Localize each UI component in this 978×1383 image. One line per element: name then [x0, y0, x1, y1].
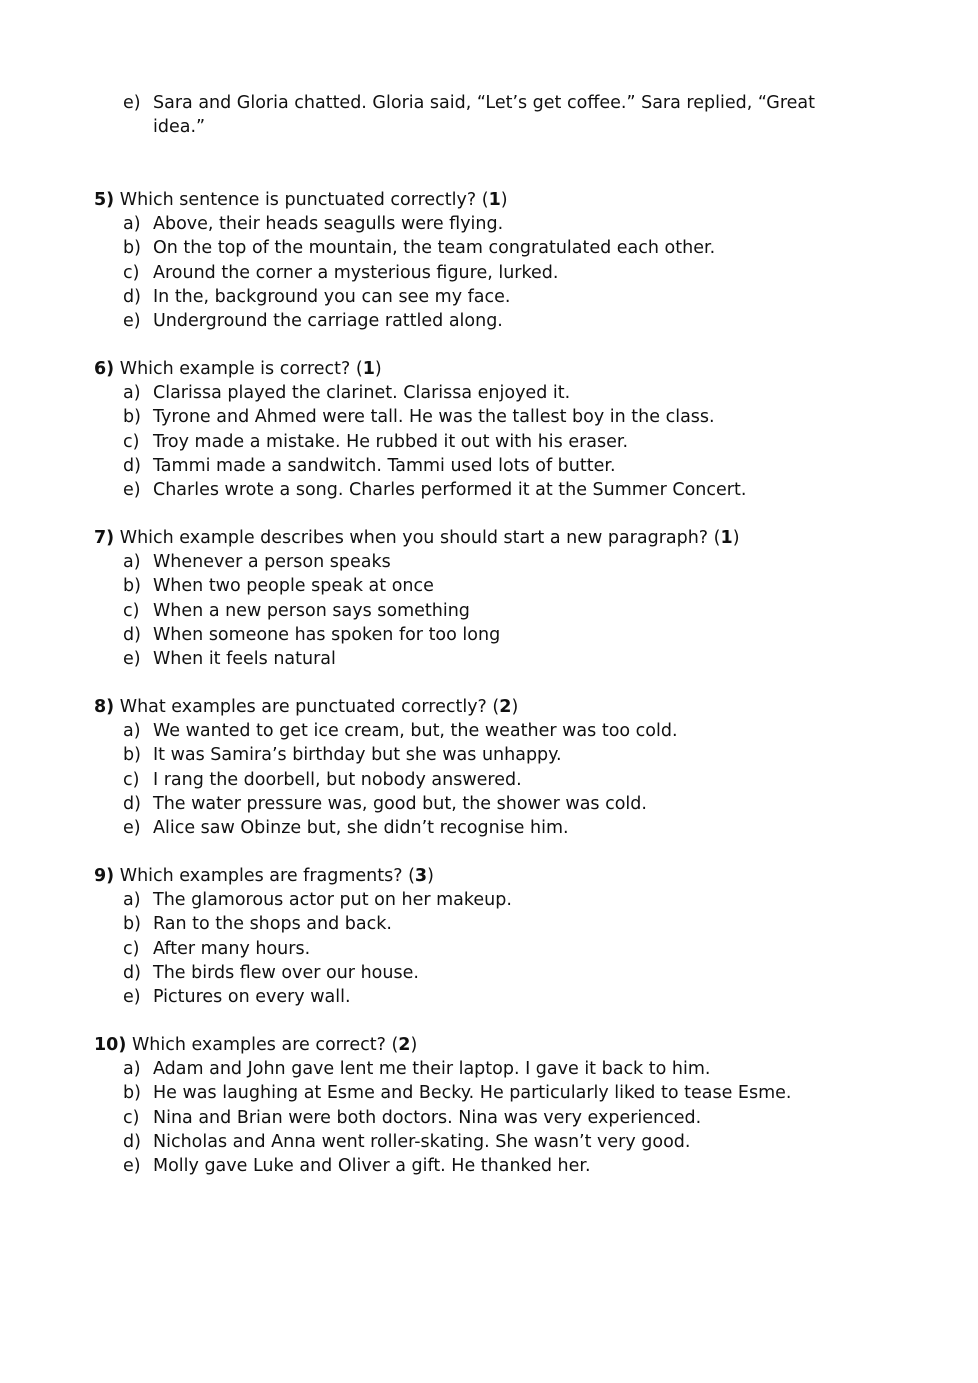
option-a	[0, 888, 853, 912]
option-letter: e)	[123, 480, 141, 501]
option-text: When a new person says something	[153, 600, 470, 621]
option-text: He was laughing at Esme and Becky. He particularly liked to tease Esme.	[153, 1083, 792, 1104]
option-text: Whenever a person speaks	[153, 552, 391, 573]
option-text: The glamorous actor put on her makeup.	[153, 890, 512, 911]
option-letter: b)	[123, 407, 141, 428]
option-text: After many hours.	[153, 938, 311, 959]
question-text: Which example is correct?	[119, 359, 351, 379]
option-e	[0, 985, 853, 1009]
question-5	[0, 188, 900, 333]
option-b	[0, 405, 853, 429]
option-text: Underground the carriage rattled along.	[153, 311, 503, 332]
option-letter: c)	[123, 262, 140, 283]
option-letter: b)	[123, 238, 141, 259]
question-number: 10)	[94, 1035, 127, 1055]
option-a	[0, 1057, 853, 1081]
option-text: When someone has spoken for too long	[153, 624, 501, 645]
option-letter: d)	[123, 455, 141, 476]
option-d	[0, 792, 853, 816]
option-a	[0, 212, 853, 236]
question-9	[0, 864, 900, 1009]
option-d	[0, 285, 853, 309]
option-text: It was Samira’s birthday but she was unhappy.	[153, 745, 562, 766]
question-number: 5)	[94, 190, 115, 210]
option-a	[0, 381, 853, 405]
option-letter: d)	[123, 962, 141, 983]
option-e	[0, 647, 853, 671]
option-letter: b)	[123, 1083, 141, 1104]
option-letter: b)	[123, 914, 141, 935]
option-letter: a)	[123, 383, 141, 404]
option-text: Charles wrote a song. Charles performed it at the Summer Concert.	[153, 480, 747, 501]
option-text: Above, their heads seagulls were flying.	[153, 214, 504, 235]
option-text: Adam and John gave lent me their laptop. I gave it back to him.	[153, 1059, 711, 1080]
question-4-option-e	[0, 91, 853, 139]
option-d	[0, 623, 853, 647]
option-letter: e)	[123, 818, 141, 839]
option-a	[0, 719, 853, 743]
option-letter: b)	[123, 745, 141, 766]
option-letter: e)	[123, 311, 141, 332]
option-text: Nicholas and Anna went roller-skating. She wasn’t very good.	[153, 1131, 691, 1152]
question-marks: 1	[488, 190, 501, 210]
option-b	[0, 912, 853, 936]
option-letter: e)	[123, 1156, 141, 1177]
question-number: 7)	[94, 528, 115, 548]
option-c	[0, 768, 853, 792]
option-text: Molly gave Luke and Oliver a gift. He thanked her.	[153, 1156, 591, 1177]
option-d	[0, 454, 853, 478]
option-letter: c)	[123, 431, 140, 452]
option-text: Clarissa played the clarinet. Clarissa enjoyed it.	[153, 383, 571, 404]
option-letter: c)	[123, 938, 140, 959]
option-c	[0, 430, 853, 454]
option-e	[0, 478, 853, 502]
option-letter: a)	[123, 721, 141, 742]
question-number: 8)	[94, 697, 115, 717]
option-b	[0, 743, 853, 767]
option-text: We wanted to get ice cream, but, the weather was too cold.	[153, 721, 678, 742]
question-marks: 2	[499, 697, 512, 717]
question-stem: 10) Which examples are correct? (2)	[94, 1035, 418, 1055]
option-text: Ran to the shops and back.	[153, 914, 392, 935]
option-text: The birds flew over our house.	[153, 962, 419, 983]
option-letter: d)	[123, 286, 141, 307]
option-c	[0, 1106, 853, 1130]
option-text: Pictures on every wall.	[153, 987, 351, 1008]
question-stem: 7) Which example describes when you should start a new paragraph? (1)	[94, 528, 740, 548]
question-stem: 9) Which examples are fragments? (3)	[94, 866, 434, 886]
option-text: The water pressure was, good but, the shower was cold.	[153, 793, 647, 814]
option-c	[0, 261, 853, 285]
option-text: On the top of the mountain, the team congratulated each other.	[153, 238, 716, 259]
question-stem: 5) Which sentence is punctuated correctly? (1)	[94, 190, 508, 210]
option-letter: d)	[123, 793, 141, 814]
option-text: In the, background you can see my face.	[153, 286, 511, 307]
option-b	[0, 1081, 853, 1105]
option-letter: a)	[123, 552, 141, 573]
option-text: When two people speak at once	[153, 576, 434, 597]
option-d	[0, 961, 853, 985]
option-letter: d)	[123, 1131, 141, 1152]
question-6	[0, 357, 900, 502]
option-text: Tammi made a sandwitch. Tammi used lots of butter.	[153, 455, 616, 476]
option-letter: c)	[123, 769, 140, 790]
option-text: Troy made a mistake. He rubbed it out with his eraser.	[153, 431, 629, 452]
option-letter: e)	[123, 93, 141, 113]
question-8	[0, 695, 900, 840]
option-text: Around the corner a mysterious figure, lurked.	[153, 262, 559, 283]
option-e	[0, 309, 853, 333]
option-text: Sara and Gloria chatted. Gloria said, “Let’s get coffee.” Sara replied, “Great idea.”	[153, 93, 815, 138]
option-letter: a)	[123, 1059, 141, 1080]
question-stem: 6) Which example is correct? (1)	[94, 359, 382, 379]
option-e	[0, 816, 853, 840]
option-text: Nina and Brian were both doctors. Nina was very experienced.	[153, 1107, 702, 1128]
question-text: Which example describes when you should start a new paragraph?	[119, 528, 709, 548]
option-e	[0, 1154, 853, 1178]
option-text: Alice saw Obinze but, she didn’t recognise him.	[153, 818, 569, 839]
question-text: Which examples are correct?	[131, 1035, 386, 1055]
option-text: Tyrone and Ahmed were tall. He was the tallest boy in the class.	[153, 407, 715, 428]
option-d	[0, 1130, 853, 1154]
question-marks: 1	[362, 359, 375, 379]
question-marks: 3	[414, 866, 428, 886]
option-b	[0, 236, 853, 260]
option-letter: e)	[123, 987, 141, 1008]
option-a	[0, 550, 853, 574]
option-letter: c)	[123, 600, 140, 621]
question-stem: 8) What examples are punctuated correctly? (2)	[94, 697, 519, 717]
option-b	[0, 574, 853, 598]
option-letter: a)	[123, 890, 141, 911]
question-marks: 2	[398, 1035, 411, 1055]
option-letter: d)	[123, 624, 141, 645]
question-number: 9)	[94, 866, 115, 886]
option-letter: a)	[123, 214, 141, 235]
question-number: 6)	[94, 359, 115, 379]
question-text: Which examples are fragments?	[119, 866, 403, 886]
option-c	[0, 937, 853, 961]
question-7	[0, 526, 900, 671]
question-text: What examples are punctuated correctly?	[119, 697, 487, 717]
option-text: When it feels natural	[153, 649, 336, 670]
option-letter: e)	[123, 649, 141, 670]
question-marks: 1	[720, 528, 733, 548]
option-c	[0, 599, 853, 623]
question-text: Which sentence is punctuated correctly?	[119, 190, 477, 210]
option-letter: b)	[123, 576, 141, 597]
option-letter: c)	[123, 1107, 140, 1128]
option-text: I rang the doorbell, but nobody answered.	[153, 769, 522, 790]
option	[0, 91, 853, 139]
question-10	[0, 1033, 900, 1178]
